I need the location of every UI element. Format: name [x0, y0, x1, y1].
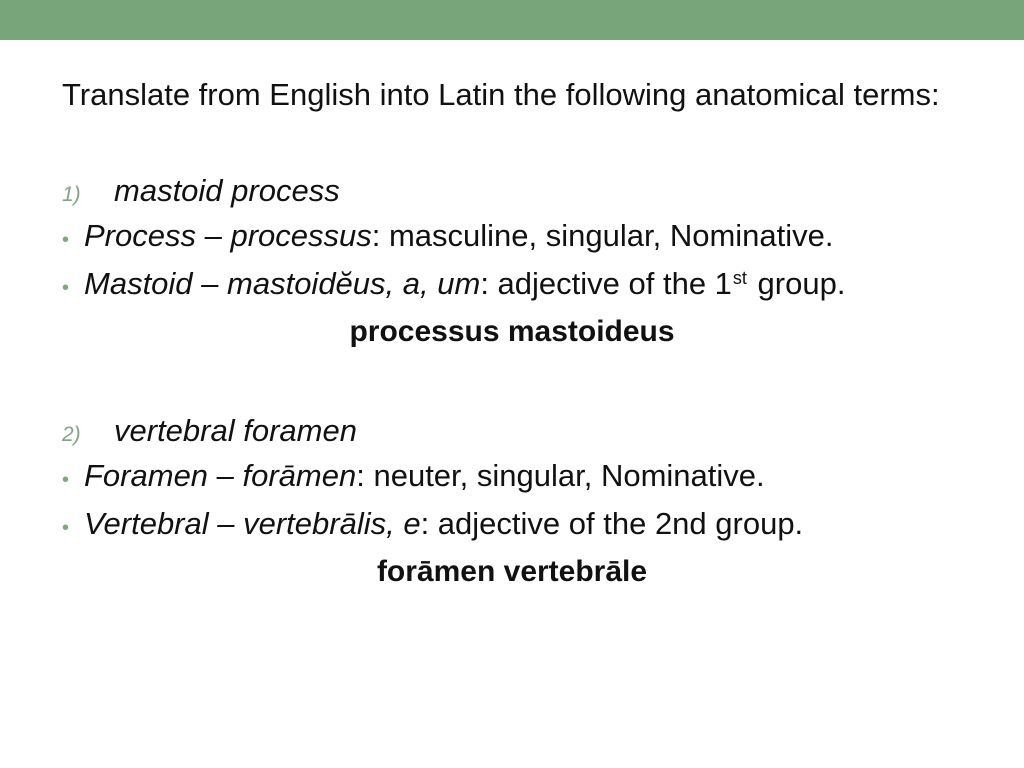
grammar-description: : neuter, singular, Nominative. [356, 458, 765, 493]
numbered-item-2 [62, 410, 962, 452]
grammar-description: : masculine, singular, Nominative. [371, 218, 834, 253]
grammar-description: : adjective of the 2nd group. [420, 506, 804, 541]
bullet-mastoid [62, 260, 962, 308]
latin-word: processus [230, 218, 372, 253]
dash: – [208, 506, 244, 541]
ordinal-suffix: st [732, 268, 747, 288]
item-number: 2) [62, 423, 81, 446]
slide-content [62, 74, 962, 596]
english-word: Mastoid [84, 266, 193, 301]
dash: – [195, 218, 231, 253]
dash: – [208, 458, 243, 493]
english-word: Foramen [84, 458, 209, 493]
grammar-description-end: group. [748, 266, 846, 301]
item-term: vertebral foramen [114, 413, 357, 448]
latin-word: mastoidĕus, a, um [227, 266, 481, 301]
numbered-item-1 [62, 170, 962, 212]
answer-latin-term: forāmen vertebrāle [376, 555, 648, 588]
grammar-description: : adjective of the 1 [480, 266, 732, 301]
english-word: Process [84, 218, 196, 253]
answer-latin-term: processus mastoideus [349, 315, 675, 348]
bullet-dot: • [62, 277, 70, 299]
bullet-process [62, 212, 962, 260]
latin-word: forāmen [242, 458, 357, 493]
top-accent-bar [0, 0, 1024, 40]
item-number: 1) [62, 183, 81, 206]
instruction-text: Translate from English into Latin the following anatomical terms: [62, 77, 940, 112]
dash: – [192, 266, 228, 301]
english-word: Vertebral [84, 506, 209, 541]
item-term: mastoid process [114, 173, 340, 208]
latin-word: vertebrālis, e [243, 506, 421, 541]
bullet-dot: • [62, 517, 70, 539]
bullet-dot: • [62, 229, 70, 251]
bullet-dot: • [62, 469, 70, 491]
bullet-vertebral [62, 500, 962, 548]
bullet-foramen [62, 452, 962, 500]
